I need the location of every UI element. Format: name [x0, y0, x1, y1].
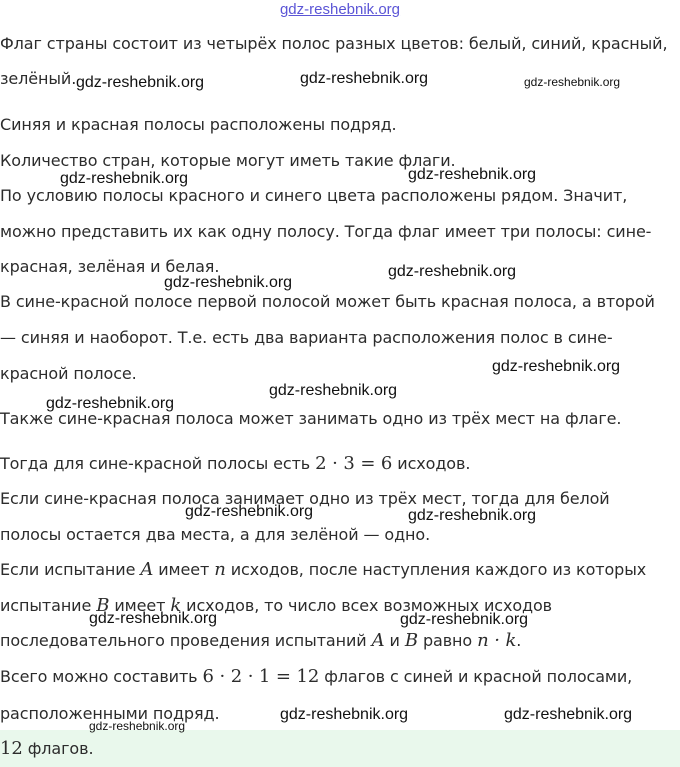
text-line: красной полосе.	[0, 364, 137, 383]
text-line	[0, 667, 632, 687]
watermark: gdz-reshebnik.org	[408, 166, 537, 183]
text-line: красная, зелёная и белая.	[0, 257, 220, 276]
answer-box	[0, 730, 680, 767]
watermark: gdz-reshebnik.org	[46, 395, 175, 412]
math-var-a: A	[371, 630, 385, 651]
text-fragment: имеет	[114, 596, 166, 615]
text-fragment: последовательного проведения испытаний	[0, 631, 367, 650]
math-var-k: k	[170, 595, 182, 616]
text-line	[0, 631, 521, 651]
watermark: gdz-reshebnik.org	[185, 503, 314, 520]
answer-line	[0, 739, 93, 759]
text-line: полосы остается два места, а для зелёной — одно.	[0, 525, 431, 544]
text-fragment: .	[516, 631, 522, 650]
formula: 6 · 2 · 1 = 12	[202, 666, 320, 687]
math-var-a: A	[140, 559, 154, 580]
text-fragment: исходов, после наступления каждого из которых	[230, 560, 647, 579]
text-line: Флаг страны состоит из четырёх полос разных цветов: белый, синий, красный,	[0, 34, 668, 53]
watermark: gdz-reshebnik.org	[300, 70, 429, 87]
text-fragment: имеет	[158, 560, 210, 579]
watermark: gdz-reshebnik.org	[76, 74, 205, 91]
site-link[interactable]: gdz-reshebnik.org	[279, 1, 401, 18]
text-line: Количество стран, которые могут иметь такие флаги.	[0, 151, 456, 170]
math-var-b: B	[96, 595, 110, 616]
watermark: gdz-reshebnik.org	[89, 610, 218, 627]
text-fragment: исходов.	[397, 454, 471, 473]
text-fragment: исходов, то число всех возможных исходов	[186, 596, 553, 615]
math-var-b: B	[404, 630, 418, 651]
text-line	[0, 454, 470, 474]
math-var-n: n	[214, 559, 226, 580]
text-line: По условию полосы красного и синего цвета расположены рядом. Значит,	[0, 186, 628, 205]
text-line: — синяя и наоборот. Т.е. есть два варианта расположения полос в сине-	[0, 328, 613, 347]
answer-text: флагов.	[27, 739, 94, 758]
watermark: gdz-reshebnik.org	[89, 719, 186, 733]
text-line: можно представить их как одну полосу. Тогда флаг имеет три полосы: сине-	[0, 222, 652, 241]
text-fragment: Если испытание	[0, 560, 136, 579]
watermark: gdz-reshebnik.org	[400, 611, 529, 628]
text-line: расположенными подряд.	[0, 704, 220, 723]
text-line: Также сине-красная полоса может занимать одно из трёх мест на флаге.	[0, 409, 622, 428]
text-fragment: и	[389, 631, 400, 650]
formula: n · k	[477, 630, 517, 651]
watermark: gdz-reshebnik.org	[388, 263, 517, 280]
watermark: gdz-reshebnik.org	[492, 358, 621, 375]
answer-number: 12	[0, 738, 23, 759]
watermark: gdz-reshebnik.org	[408, 507, 537, 524]
watermark: gdz-reshebnik.org	[164, 274, 293, 291]
text-fragment: равно	[422, 631, 473, 650]
formula: 2 · 3 = 6	[315, 453, 393, 474]
text-fragment: флагов с синей и красной полосами,	[324, 667, 633, 686]
text-fragment: Тогда для сине-красной полосы есть	[0, 454, 311, 473]
watermark: gdz-reshebnik.org	[504, 706, 633, 723]
watermark: gdz-reshebnik.org	[280, 706, 409, 723]
text-line: зелёный.	[0, 69, 77, 88]
text-line: В сине-красной полосе первой полосой может быть красная полоса, а второй	[0, 292, 655, 311]
text-line: Если сине-красная полоса занимает одно из трёх мест, тогда для белой	[0, 489, 610, 508]
watermark: gdz-reshebnik.org	[269, 382, 398, 399]
watermark: gdz-reshebnik.org	[524, 75, 621, 89]
text-fragment: испытание	[0, 596, 92, 615]
watermark: gdz-reshebnik.org	[60, 170, 189, 187]
text-fragment: Всего можно составить	[0, 667, 198, 686]
text-line: Синяя и красная полосы расположены подряд.	[0, 115, 397, 134]
text-line	[0, 560, 646, 580]
